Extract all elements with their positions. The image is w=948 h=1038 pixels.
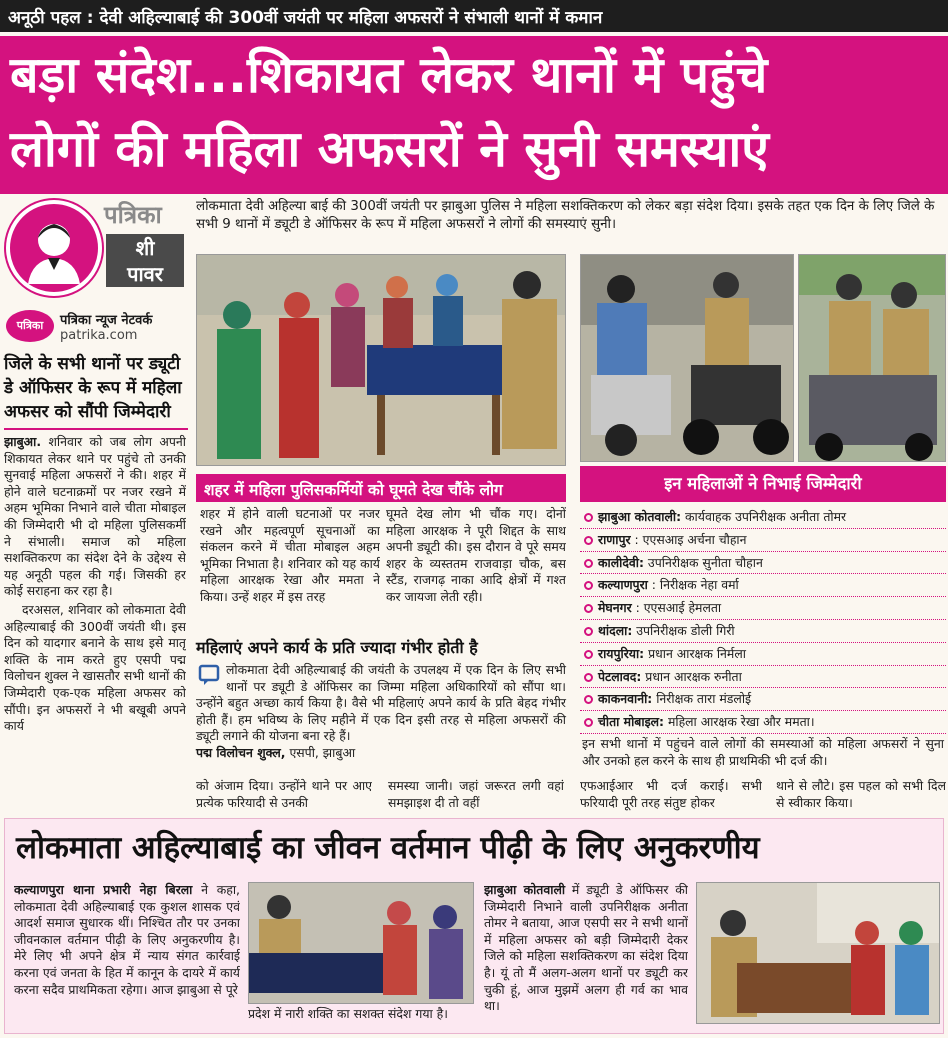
- station-name: कालीदेवी:: [598, 554, 644, 570]
- sp-quote-signature: पद्म विलोचन शुक्ल,: [196, 744, 286, 760]
- responsibility-footer: इन सभी थानों में पहुंचने वाले लोगों की समस्याओं को महिला अफसरों ने सुना और उनको हल करने के साथ ही प्राथमिकी भी दर्ज की।: [582, 736, 944, 768]
- bottom-column-1: [14, 882, 240, 1032]
- station-name: चीता मोबाइल:: [598, 714, 665, 730]
- bottom-title: लोकमाता अहिल्याबाई का जीवन वर्तमान पीढ़ी के लिए अनुकरणीय: [16, 830, 760, 866]
- woman-officer-icon: [6, 200, 102, 296]
- headline: [0, 36, 948, 194]
- bottom-col1-lead: कल्याणपुरा थाना प्रभारी नेहा बिरला: [14, 882, 193, 897]
- left-article-column: [4, 434, 186, 814]
- bottom-col2-lead: झाबुआ कोतवाली: [484, 882, 566, 897]
- bullet-icon: [584, 581, 593, 590]
- headline-line-2: लोगों की महिला अफसरों ने सुनी समस्याएं: [10, 120, 769, 178]
- station-name: कल्याणपुरा: [598, 577, 648, 593]
- continuation-4: थाने से लौटे। इस पहल को सभी दिल से स्वीकार किया।: [776, 778, 946, 810]
- sp-quote-text: लोकमाता देवी अहिल्याबाई की जयंती के उपलक्ष्य में एक दिन के लिए सभी थानों पर ड्यूटी डे ऑफिसर का जिम्मा महिला अधिकारियों को सौंपा था। उन्होंने बहुत अच्छा कार्य किया है। वैसे भी महिलाएं अपने कार्य के प्रति बेहद गंभीर होती हैं। हम भविष्य के लिए महीने में एक दिन इसी तरह से महिला अफसरों की ड्यूटी लगाने की योजना बना रहे हैं।: [196, 662, 566, 744]
- city-column-2: घूमते देख लोग भी चौंक गए। दोनों महिला आरक्षक ने पूरी शिद्दत के साथ अपनी ड्यूटी की। इस दौरान वे पूरे समय शहर के व्यस्ततम राजवाड़ा चौक, बस स्टैंड, राजगढ़ नाका आदि क्षेत्रों में गश्त कर जायजा लेती रही।: [386, 506, 566, 604]
- brand-she: शी: [106, 234, 184, 261]
- bullet-icon: [584, 604, 593, 613]
- photo-women-complaints-at-station: [196, 254, 566, 466]
- brand-power: पावर: [106, 260, 184, 287]
- network-name: पत्रिका न्यूज नेटवर्क: [60, 313, 153, 328]
- station-name: राणापुर: [598, 531, 631, 547]
- list-item: [580, 711, 946, 734]
- officer-name: निरीक्षक तारा मंडलोई: [652, 691, 752, 707]
- bullet-icon: [584, 536, 593, 545]
- intro-text: लोकमाता देवी अहिल्या बाई की 300वीं जयंती पर झाबुआ पुलिस ने महिला सशक्तिकरण को लेकर बड़ा संदेश दिया। इसके तहत एक दिन के लिए जिले के सभी 9 थानों में ड्यूटी डे ऑफिसर के रूप में महिला अफसरों ने लोगों की समस्याएं सुनी।: [196, 199, 935, 232]
- headline-line-1: बड़ा संदेश...शिकायत लेकर थानों में पहुंचे: [10, 46, 768, 104]
- list-item: [580, 643, 946, 666]
- left-paragraph-1: [4, 434, 186, 600]
- station-name: मेघनगर: [598, 600, 632, 616]
- officer-name: उपनिरीक्षक सुनीता चौहान: [643, 554, 763, 570]
- officer-name: महिला आरक्षक रेखा और ममता।: [664, 714, 815, 730]
- officer-name: प्रधान आरक्षक निर्मला: [644, 645, 746, 661]
- continuation-3: एफआईआर भी दर्ज कराई। सभी फरियादी पूरी तरह संतुष्ट होकर: [580, 778, 762, 810]
- top-bar-text: : देवी अहिल्याबाई की 300वीं जयंती पर महिला अफसरों ने संभाली थानों में कमान: [86, 8, 603, 28]
- list-item: [580, 574, 946, 597]
- officer-name: प्रधान आरक्षक रुनीता: [641, 668, 742, 684]
- continuation-2: समस्या जानी। जहां जरूरत लगी वहां समझाइश दी तो वहीं: [388, 778, 564, 810]
- bottom-col1-text: ने कहा, लोकमाता देवी अहिल्याबाई एक कुशल शासक एवं आदर्श समाज सुधारक थीं। निश्चित तौर पर उनका जीवनकाल वर्तमान पीढ़ी के लिए अनुकरणीय है। मेरे लिए भी अपने क्षेत्र में न्याय संगत कार्रवाई करना एवं जनता के हित में कानून के दायरे में कार्य करना सदैव प्राथमिकता रहेगा। आज झाबुआ से पूरे: [14, 882, 240, 997]
- officer-name: उपनिरीक्षक डोली गिरी: [632, 622, 735, 638]
- news-network: [6, 308, 186, 346]
- bullet-icon: [584, 650, 593, 659]
- list-item: [580, 666, 946, 689]
- bullet-icon: [584, 513, 593, 522]
- photo-officer-at-desk: [248, 882, 474, 1004]
- officer-name: कार्यवाहक उपनिरीक्षक अनीता तोमर: [681, 509, 847, 524]
- list-item: [580, 597, 946, 620]
- list-item: [580, 552, 946, 575]
- list-item: [580, 529, 946, 552]
- city-column-1: शहर में होने वाली घटनाओं पर नजर रखने और महत्वपूर्ण सूचनाओं का संकलन करने में चीता मोबाइल अहम भूमिका निभाता है। शनिवार को यह कार्य महिला आरक्षक रेखा और ममता ने किया। उन्हें शहर में इस तरह: [200, 506, 380, 604]
- left-paragraph-1-text: शनिवार को जब लोग अपनी शिकायत लेकर थाने पर पहुंचे तो उनकी सुनवाई महिला अफसरों ने की। शहर में होने वाले घटनाक्रमों पर नजर रखने में अहम भूमिका निभाने वाले चीता मोबाइल की जिम्मेदारी भी दो महिला पुलिसकर्मी ने संभाली। समाज को महिला सशक्तिकरण का संदेश देने के उद्देश्य से यह अनूठी पहल की गई। जिसकी हर कोई सराहना कर रहा है।: [4, 434, 186, 599]
- station-name: थांदला:: [598, 622, 633, 638]
- bullet-icon: [584, 627, 593, 636]
- photo-officers-on-scooter: [798, 254, 946, 462]
- divider: [4, 428, 188, 430]
- bullet-icon: [584, 695, 593, 704]
- quote-section-title: महिलाएं अपने कार्य के प्रति ज्यादा गंभीर होती है: [196, 638, 478, 657]
- top-bar: [0, 0, 948, 32]
- officer-name: : एएसआई हेमलता: [631, 600, 722, 616]
- station-name: झाबुआ कोतवाली:: [598, 509, 682, 524]
- station-name: रायपुरिया:: [598, 645, 645, 661]
- brand-name: पत्रिका: [104, 201, 162, 229]
- list-item: [580, 620, 946, 643]
- list-item: [580, 688, 946, 711]
- responsibility-list: [580, 506, 946, 734]
- officer-name: : एएसआइ अर्चना चौहान: [630, 531, 747, 547]
- officer-name: : निरीक्षक नेहा वर्मा: [647, 577, 739, 593]
- bullet-icon: [584, 673, 593, 682]
- top-bar-kicker: अनूठी पहल: [8, 8, 81, 28]
- continuation-1: को अंजाम दिया। उन्होंने थाने पर आए प्रत्येक फरियादी से उनकी: [196, 778, 372, 810]
- left-paragraph-2: दरअसल, शनिवार को लोकमाता देवी अहिल्याबाई की 300वीं जयंती थी। इस दिन को यादगार बनाने के साथ इसे मातृ शक्ति के नाम करते हुए एसपी पद्म विलोचन शुक्ल ने खासतौर सभी थानों की जिम्मेदारी एक-एक महिला अफसर को सौंपी। इन अफसरों ने भी बखूबी अपने कार्य: [4, 601, 186, 734]
- city-section-title: शहर में महिला पुलिसकर्मियों को घूमते देख चौंके लोग: [196, 474, 566, 502]
- station-name: काकनवानी:: [598, 691, 653, 707]
- station-name: पेटलावद:: [598, 668, 642, 684]
- photo-caption: प्रदेश में नारी शक्ति का सशक्त संदेश गया है।: [248, 1006, 448, 1021]
- brand-block: [6, 198, 186, 298]
- bullet-icon: [584, 718, 593, 727]
- responsibility-section-title: इन महिलाओं ने निभाई जिम्मेदारी: [580, 466, 946, 502]
- network-url[interactable]: patrika.com: [60, 328, 138, 343]
- sp-quote-role: एसपी, झाबुआ: [285, 744, 356, 760]
- list-item: [580, 506, 946, 529]
- bullet-icon: [584, 559, 593, 568]
- photo-cheeta-mobile-scooter: [580, 254, 794, 462]
- quote-icon: [198, 664, 220, 686]
- bottom-col2-text: में ड्यूटी डे ऑफिसर की जिम्मेदारी निभाने वाली उपनिरीक्षक अनीता तोमर ने बताया, आज एसपी सर ने सभी थानों में महिला अफसर को बड़ी जिम्मेदारी देकर जिले को महिला सशक्तिकरण का संदेश दिया है। यूं तो मैं अलग-अलग थानों पर ड्यूटी कर चुकी हूं, आज मुझमें अलग ही गर्व का भाव था।: [484, 882, 688, 1014]
- patrika-logo: पत्रिका: [6, 310, 54, 342]
- subhead: जिले के सभी थानों पर ड्यूटी डे ऑफिसर के रूप में महिला अफसर को सौंपी जिम्मेदारी: [4, 354, 182, 422]
- dateline: झाबुआ.: [4, 434, 42, 449]
- sp-quote: [196, 662, 566, 778]
- bottom-column-2: [484, 882, 688, 1032]
- photo-kotwali-station: [696, 882, 940, 1024]
